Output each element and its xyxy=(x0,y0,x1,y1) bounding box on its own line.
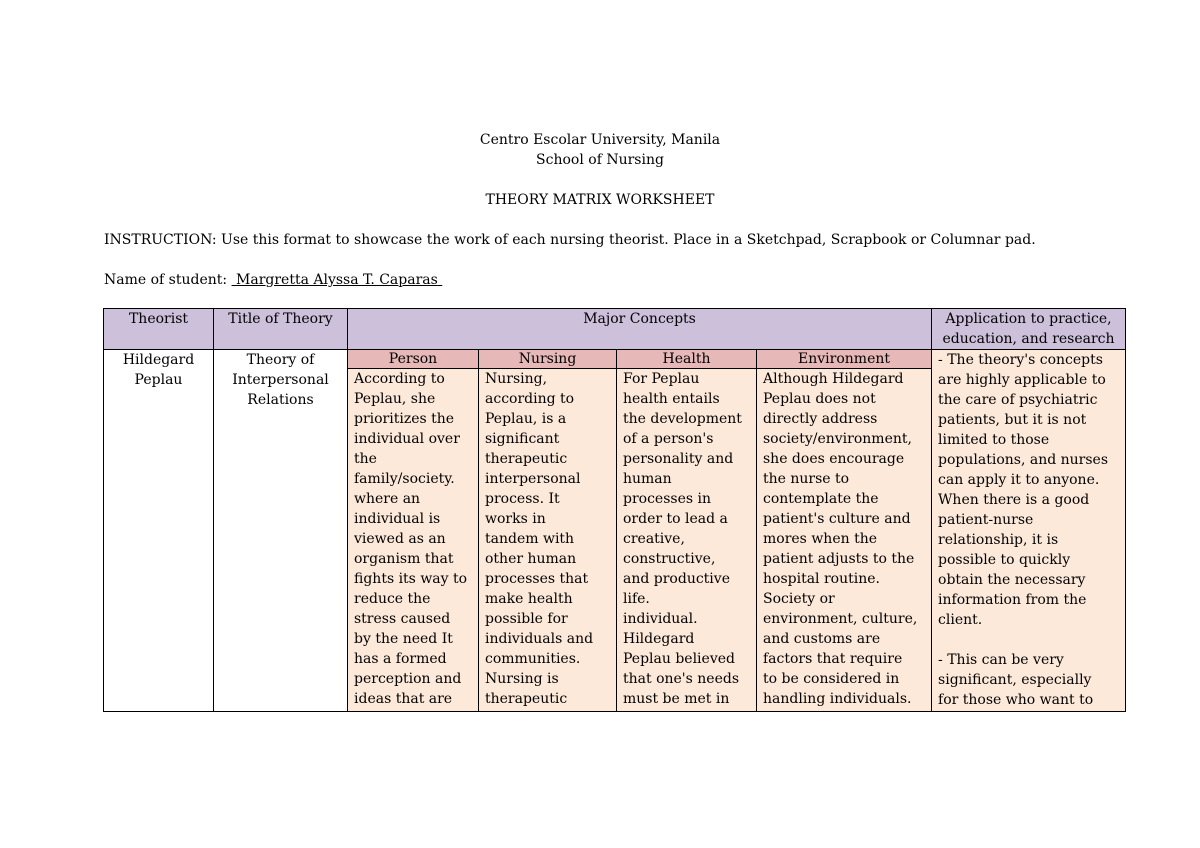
cell-line: therapeutic xyxy=(485,691,568,707)
theorist-header: Theorist xyxy=(104,309,214,350)
cell-line: the xyxy=(354,451,377,467)
cell-line: Peplau believed xyxy=(623,651,735,667)
cell-line: Nursing, xyxy=(485,371,548,387)
cell-line: where an xyxy=(354,491,421,507)
cell-line: obtain the necessary xyxy=(938,572,1086,588)
cell-line: society/environment, xyxy=(763,431,912,447)
cell-line: Peplau, is a xyxy=(485,411,567,427)
cell-line: Interpersonal xyxy=(232,372,329,388)
nursing-cell xyxy=(479,369,617,712)
cell-line: patient-nurse xyxy=(938,512,1034,528)
cell-line: ideas that are xyxy=(354,691,453,707)
cell-line: other human xyxy=(485,551,577,567)
cell-line: hospital routine. xyxy=(763,571,880,587)
environment-cell xyxy=(757,369,932,712)
school-name: School of Nursing xyxy=(536,152,664,168)
cell-line: individual over xyxy=(354,431,460,447)
theory-matrix-table xyxy=(103,308,1126,712)
cell-line: According to xyxy=(354,371,445,387)
application-header: Application to practice, education, and research xyxy=(932,309,1126,350)
cell-line: family/society. xyxy=(354,471,455,487)
cell-line: viewed as an xyxy=(354,531,446,547)
cell-line: limited to those xyxy=(938,432,1050,448)
cell-line: Although Hildegard xyxy=(763,371,904,387)
university-name: Centro Escolar University, Manila xyxy=(479,132,721,148)
cell-line: processes that xyxy=(485,571,589,587)
student-label: Name of student: xyxy=(104,272,228,288)
cell-line: Peplau, she xyxy=(354,391,436,407)
cell-line: creative, xyxy=(623,531,685,547)
cell-line: client. xyxy=(938,612,983,628)
cell-line: Hildegard xyxy=(122,352,195,368)
cell-line: health entails xyxy=(623,391,720,407)
cell-line: process. It xyxy=(485,491,560,507)
cell-line: significant xyxy=(485,431,560,447)
cell-line: individual is xyxy=(354,511,441,527)
cell-line: Peplau xyxy=(134,372,183,388)
cell-line: organism that xyxy=(354,551,454,567)
instruction-text: INSTRUCTION: Use this format to showcase the work of each nursing theorist. Place in a Sketchpad, Scrapbook or Columnar pad. xyxy=(104,232,1036,248)
cell-line: Nursing is xyxy=(485,671,559,687)
cell-line: the nurse to xyxy=(763,471,850,487)
cell-line: works in xyxy=(485,511,546,527)
student-line xyxy=(104,270,442,290)
cell-line: patients, but it is not xyxy=(938,412,1087,428)
cell-line: Peplau does not xyxy=(763,391,876,407)
cell-line: reduce the xyxy=(354,591,431,607)
cell-line: therapeutic xyxy=(485,451,568,467)
worksheet-title: THEORY MATRIX WORKSHEET xyxy=(485,192,715,208)
cell-line: has a formed xyxy=(354,651,447,667)
cell-line: - This can be very xyxy=(938,652,1064,668)
cell-line: relationship, it is xyxy=(938,532,1059,548)
cell-line: When there is a good xyxy=(938,492,1090,508)
concept-header-health: Health xyxy=(617,350,757,369)
cell-line: handling individuals. xyxy=(763,691,912,707)
health-cell xyxy=(617,369,757,712)
major-concepts-header: Major Concepts xyxy=(348,309,932,350)
cell-line: human xyxy=(623,471,672,487)
theory-title-cell xyxy=(214,350,348,712)
cell-line: are highly applicable to xyxy=(938,372,1106,388)
person-cell xyxy=(348,369,479,712)
concept-header-nursing: Nursing xyxy=(479,350,617,369)
cell-line: processes in xyxy=(623,491,711,507)
cell-line: that one's needs xyxy=(623,671,740,687)
cell-line: individuals and xyxy=(485,631,594,647)
cell-line: patient adjusts to the xyxy=(763,551,915,567)
cell-line: significant, especially xyxy=(938,672,1092,688)
header-row xyxy=(104,309,1126,350)
cell-line: life. xyxy=(623,591,650,607)
cell-line: by the need It xyxy=(354,631,453,647)
cell-line: according to xyxy=(485,391,575,407)
cell-line: tandem with xyxy=(485,531,575,547)
cell-line: patient's culture and xyxy=(763,511,911,527)
cell-line: contemplate the xyxy=(763,491,879,507)
cell-line: she does encourage xyxy=(763,451,905,467)
concept-header-person: Person xyxy=(348,350,479,369)
cell-line: Hildegard xyxy=(623,631,695,647)
cell-line: fights its way to xyxy=(354,571,468,587)
cell-line: populations, and nurses xyxy=(938,452,1109,468)
cell-line: and customs are xyxy=(763,631,881,647)
cell-line: environment, culture, xyxy=(763,611,918,627)
cell-line: personality and xyxy=(623,451,734,467)
cell-line: information from the xyxy=(938,592,1087,608)
cell-line: can apply it to anyone. xyxy=(938,472,1100,488)
cell-line: of a person's xyxy=(623,431,714,447)
cell-line: Society or xyxy=(763,591,835,607)
cell-line: Relations xyxy=(247,392,314,408)
concept-header-row xyxy=(104,350,1126,369)
student-name: Margretta Alyssa T. Caparas xyxy=(236,272,438,288)
cell-line: Theory of xyxy=(246,352,315,368)
cell-line: to be considered in xyxy=(763,671,900,687)
cell-line: make health xyxy=(485,591,573,607)
cell-line: perception and xyxy=(354,671,462,687)
application-cell xyxy=(932,350,1126,712)
title-of-theory-header: Title of Theory xyxy=(214,309,348,350)
cell-line: the care of psychiatric xyxy=(938,392,1098,408)
cell-line: constructive, xyxy=(623,551,716,567)
cell-line: for those who want to xyxy=(938,692,1094,708)
cell-line: prioritizes the xyxy=(354,411,455,427)
cell-line: For Peplau xyxy=(623,371,700,387)
cell-line: communities. xyxy=(485,651,581,667)
cell-line: directly address xyxy=(763,411,878,427)
cell-line: interpersonal xyxy=(485,471,581,487)
cell-line: possible for xyxy=(485,611,568,627)
cell-line: individual. xyxy=(623,611,698,627)
cell-line: mores when the xyxy=(763,531,877,547)
cell-line: possible to quickly xyxy=(938,552,1071,568)
cell-line: stress caused xyxy=(354,611,451,627)
theorist-cell xyxy=(104,350,214,712)
cell-line: the development xyxy=(623,411,742,427)
cell-line xyxy=(938,630,1121,650)
cell-line: must be met in xyxy=(623,691,730,707)
concept-header-environment: Environment xyxy=(757,350,932,369)
cell-line: factors that require xyxy=(763,651,903,667)
cell-line: order to lead a xyxy=(623,511,728,527)
cell-line: and productive xyxy=(623,571,730,587)
cell-line: - The theory's concepts xyxy=(938,352,1103,368)
